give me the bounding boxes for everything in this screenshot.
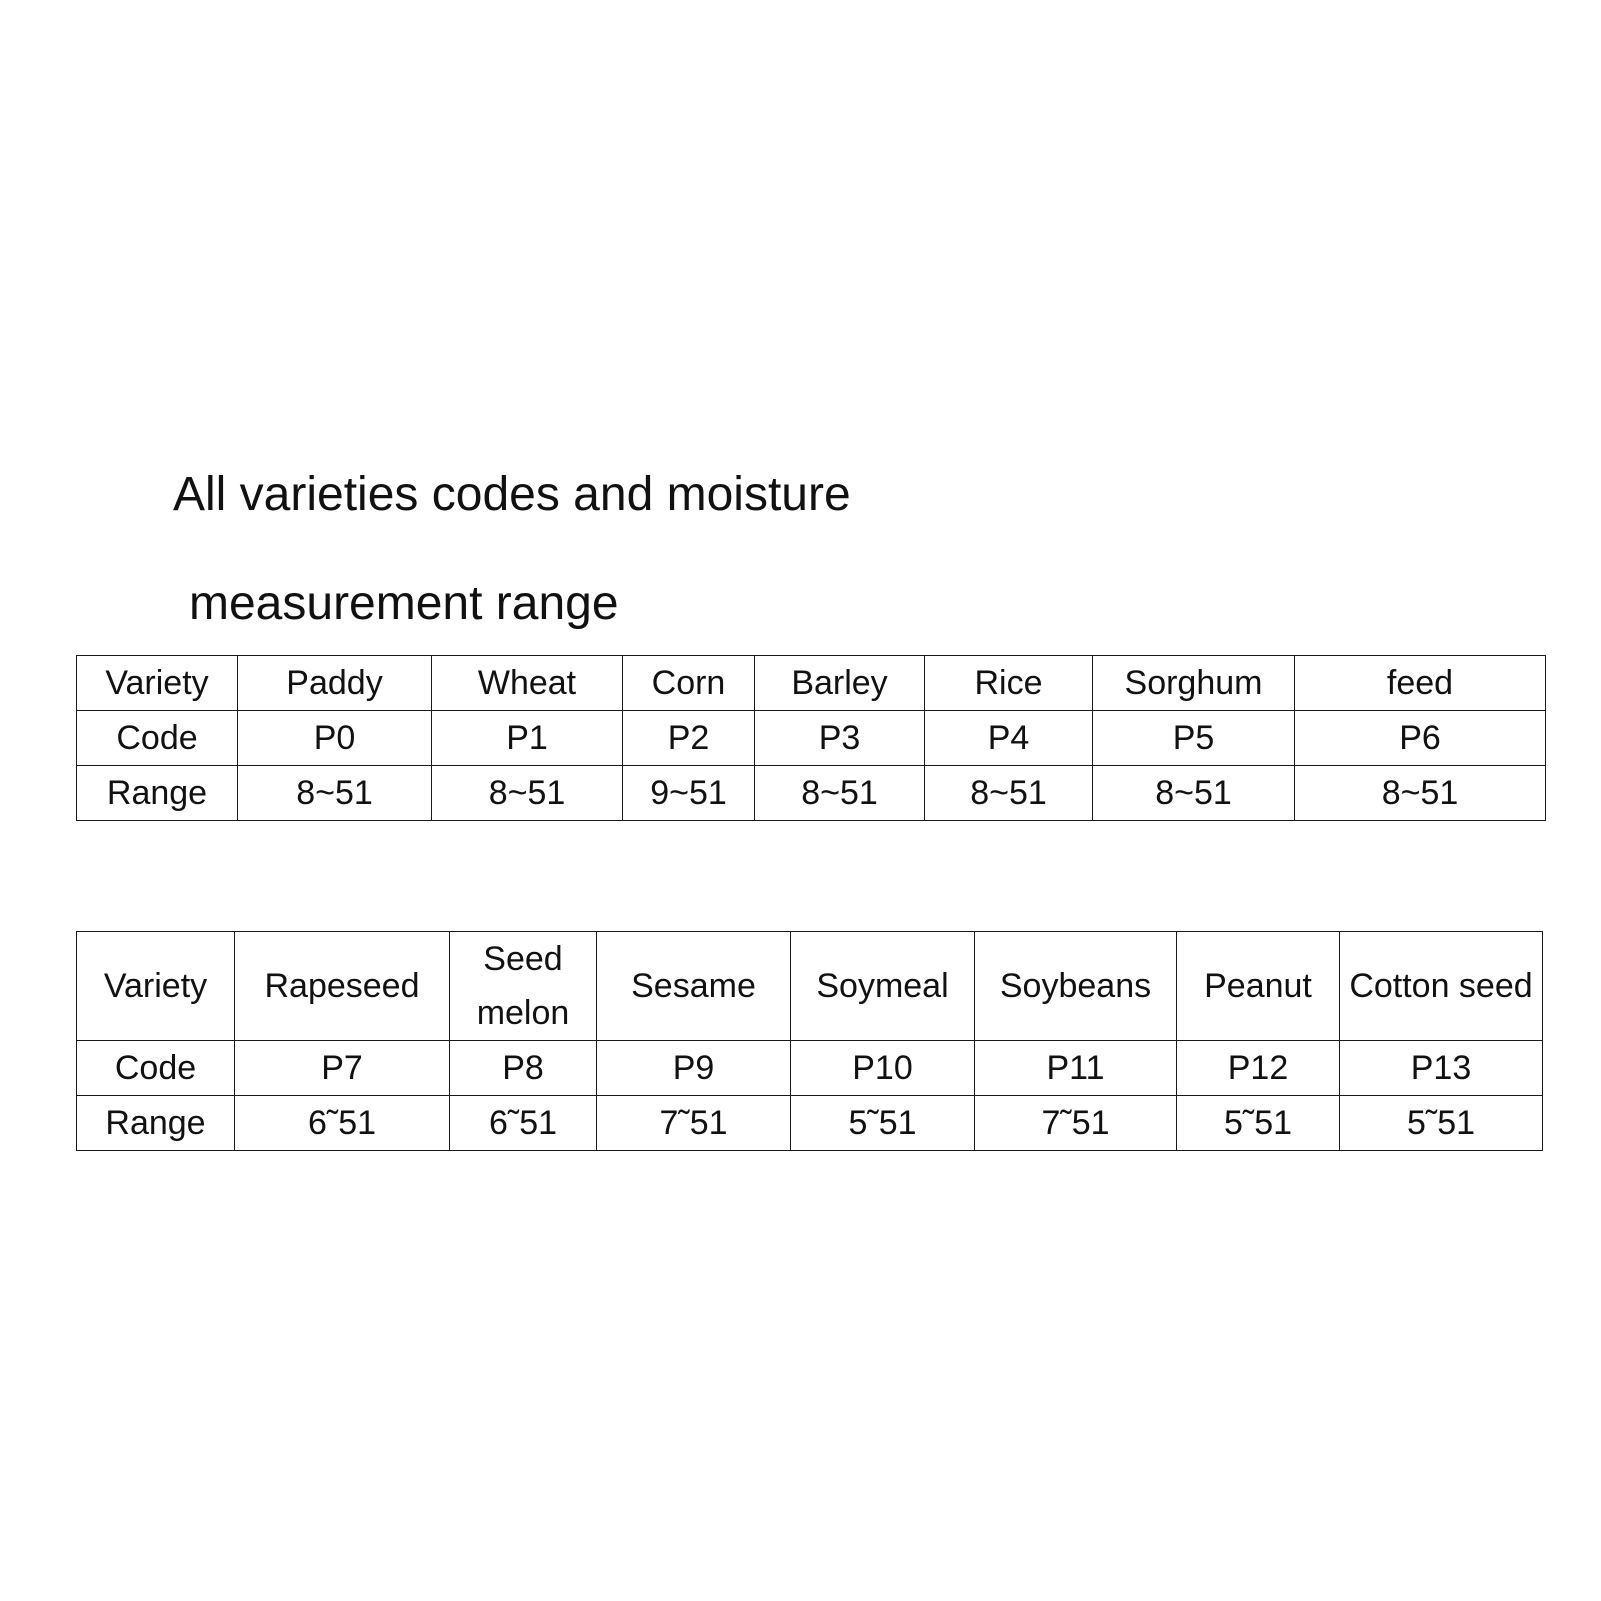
table-cell: Paddy [238,656,432,711]
row-header-range: Range [77,1096,235,1151]
table-cell: Sorghum [1093,656,1295,711]
table-cell: Cotton seed [1340,932,1543,1041]
table-cell: Rapeseed [235,932,450,1041]
table-cell: Barley [755,656,925,711]
row-header-code: Code [77,1041,235,1096]
table-cell: P7 [235,1041,450,1096]
table-cell: feed [1295,656,1546,711]
table-cell: P1 [432,711,623,766]
table-cell: 8~51 [1295,766,1546,821]
table-cell: 9~51 [623,766,755,821]
table-cell: P9 [597,1041,791,1096]
page-title-line-1: All varieties codes and moisture [173,468,851,521]
table-cell: 7˜51 [597,1096,791,1151]
row-header-variety: Variety [77,656,238,711]
row-header-code: Code [77,711,238,766]
row-header-range: Range [77,766,238,821]
table-cell: P6 [1295,711,1546,766]
table-row [77,766,1546,821]
table-cell: 5˜51 [791,1096,975,1151]
table-cell: 8~51 [432,766,623,821]
table-row [77,1096,1543,1151]
table-row [77,932,1543,1041]
table-cell: 7˜51 [975,1096,1177,1151]
table-cell: Peanut [1177,932,1340,1041]
table-cell: 6˜51 [235,1096,450,1151]
table-cell: P13 [1340,1041,1543,1096]
table-cell: P4 [925,711,1093,766]
table-cell: 5˜51 [1177,1096,1340,1151]
table-cell: 6˜51 [450,1096,597,1151]
table-cell: P2 [623,711,755,766]
table-cell: Seed melon [450,932,597,1041]
table-cell: Soybeans [975,932,1177,1041]
table-cell: P5 [1093,711,1295,766]
varieties-table-1 [76,655,1546,821]
table-cell: Sesame [597,932,791,1041]
table-cell: 8~51 [238,766,432,821]
table-cell: Rice [925,656,1093,711]
table-cell: 8~51 [755,766,925,821]
varieties-table-2 [76,931,1543,1151]
table-cell: Corn [623,656,755,711]
table-cell: P3 [755,711,925,766]
table-row [77,1041,1543,1096]
table-row [77,711,1546,766]
row-header-variety: Variety [77,932,235,1041]
table-cell: P8 [450,1041,597,1096]
table-cell: P0 [238,711,432,766]
table-cell: P10 [791,1041,975,1096]
table-cell: P12 [1177,1041,1340,1096]
page-title-line-2: measurement range [189,577,619,630]
table-cell: Wheat [432,656,623,711]
table-cell: 8~51 [925,766,1093,821]
table-row [77,656,1546,711]
table-cell: 5˜51 [1340,1096,1543,1151]
table-cell: P11 [975,1041,1177,1096]
table-cell: Soymeal [791,932,975,1041]
table-cell: 8~51 [1093,766,1295,821]
